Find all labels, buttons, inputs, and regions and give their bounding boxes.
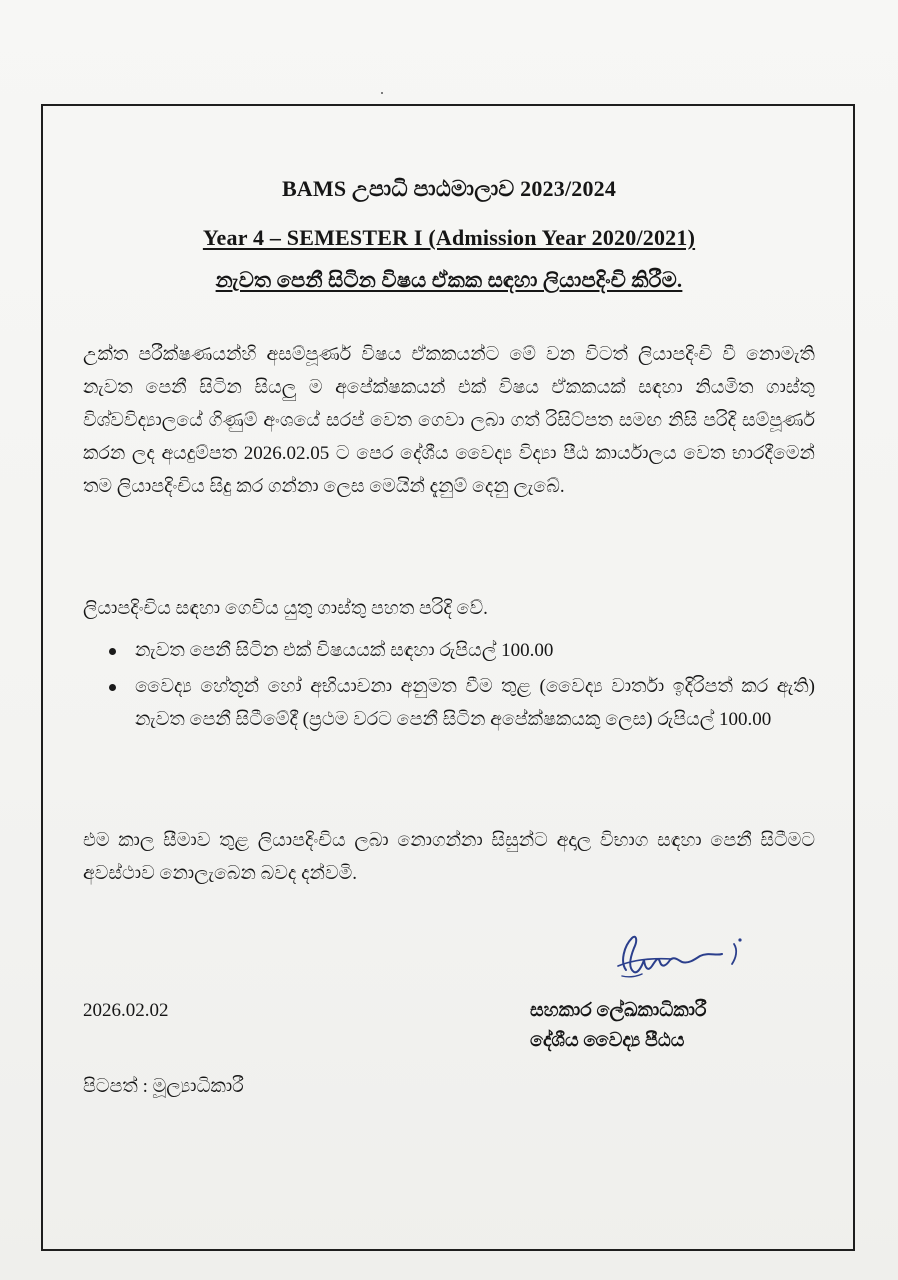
list-item	[83, 634, 815, 667]
issue-date: 2026.02.02	[83, 1000, 169, 1021]
fee-list	[83, 634, 815, 739]
warning-paragraph: එම කාල සීමාව තුළ ලියාපදිංචිය ලබා නොගන්නා සිසුන්ට අදාල විභාග සඳහා පෙනී සිටීමට අවස්ථාව නොලැබෙන බවද දන්වමි.	[83, 830, 815, 884]
fee-item-text: වෛද්‍ය හේතූන් හෝ අභියාචනා අනුමත වීම තුළ (වෛද්‍ය වාර්තා ඉදිරිපත් කර ඇති) නැවත පෙනී සිටීමේදී (ප්‍රථම වරට පෙනී සිටින අපේක්ෂකයකු ලෙස) රුපියල් 100.00	[135, 676, 815, 730]
signatory-title: සහකාර ලේඛකාධිකාරී	[530, 1000, 707, 1021]
fees-intro: ලියාපදිංචිය සඳහා ගෙවිය යුතු ගාස්තු පහත පරිදි වේ.	[83, 598, 488, 619]
document-subject-line: නැවත පෙනී සිටින විෂය ඒකක සඳහා ලියාපදිංචි කිරීම.	[215, 268, 683, 292]
paper-speck	[381, 92, 383, 94]
notice-paragraph: උක්ත පරීක්ෂණයන්හි අසම්පූර්ණ විෂය ඒකකයන්ට මේ වන විටත් ලියාපදිංචි වී නොමැති නැවත පෙනී සිටින සියලු ම අපේක්ෂකයන් එක් විෂය ඒකකයක් සඳහා නියමිත ගාස්තු විශ්වවිද්‍යාලයේ ගිණුම් අංශයේ සරප් වෙත ගෙවා ලබා ගත් රිසිට්පත සමඟ නිසි පරිදි සම්පූර්ණ කරන ලද අයදුම්පත 2026.02.05 ට පෙර දේශීය වෛද්‍ය විද්‍යා පීඨ කාර්යාලය වෙත භාරදීමෙන් තම ලියාපදිංචිය සිදු කර ගන්නා ලෙස මෙයින් දැනුම් දෙනු ලැබේ.	[83, 344, 815, 497]
fee-item-text: නැවත පෙනී සිටින එක් විෂයයක් සඳහා රුපියල් 100.00	[135, 640, 554, 661]
signatory-block	[530, 996, 706, 1056]
bullet-icon	[109, 648, 116, 655]
bullet-icon	[109, 684, 116, 691]
handwritten-signature	[612, 926, 752, 986]
list-item	[83, 670, 815, 736]
document-subtitle-year: Year 4 – SEMESTER I (Admission Year 2020/2021)	[202, 225, 696, 250]
copy-to-line: පිටපත් : මූල්‍යාධිකාරී	[83, 1076, 244, 1097]
document-title: BAMS උපාධි පාඨමාලාව 2023/2024	[281, 176, 617, 201]
signatory-department: දේශීය වෛද්‍ය පීඨය	[530, 1030, 685, 1051]
